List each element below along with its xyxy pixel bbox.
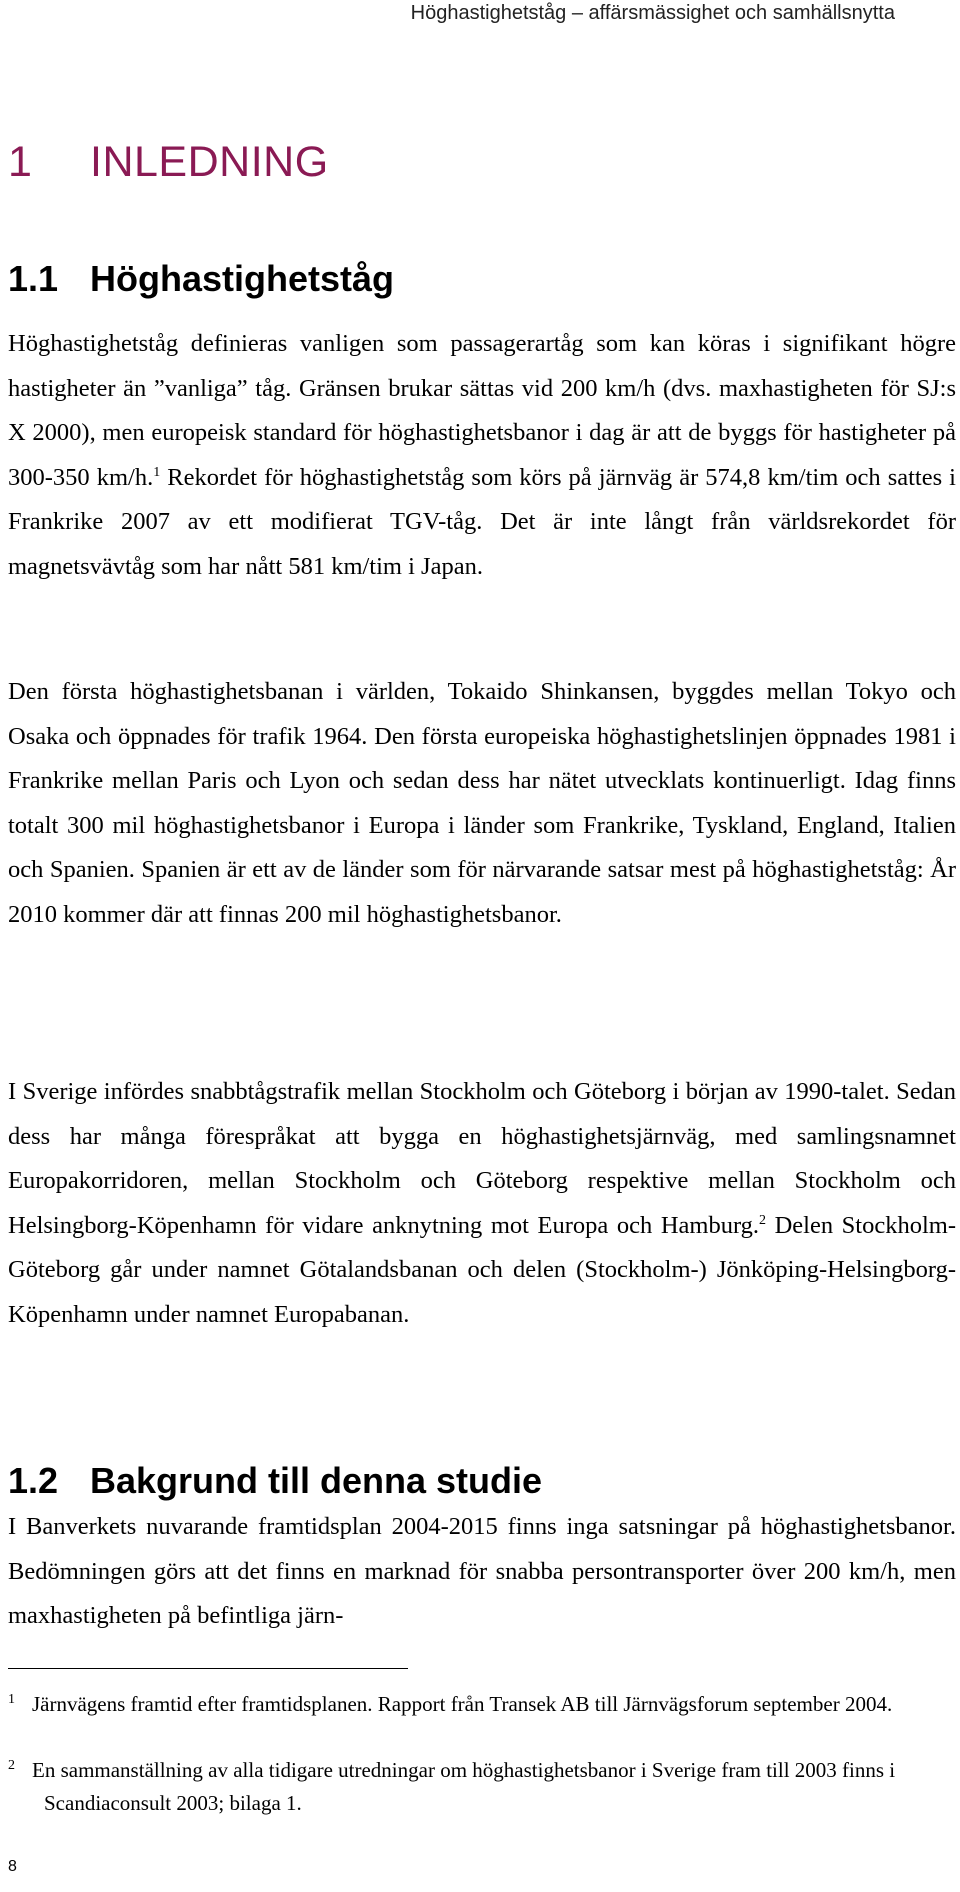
page-number: 8 (8, 1858, 17, 1875)
paragraph-definition (8, 322, 956, 589)
chapter-title: INLEDNING (90, 138, 329, 186)
footnote-ref-1: 1 (153, 464, 161, 480)
footnote-1: 1 Järnvägens framtid efter framtidsplanen. Rapport från Transek AB till Järnvägsforum september 2004. (8, 1692, 893, 1716)
paragraph-sweden (8, 1070, 956, 1337)
footnote-text: Järnvägens framtid efter framtidsplanen. Rapport från Transek AB till Järnvägsforum september 2004. (32, 1692, 893, 1716)
paragraph-text: Rekordet för höghastighetståg som körs på järnväg är 574,8 km/tim och sattes i Frankrike 2007 av ett modifierat TGV-tåg. Det är inte långt från världsrekordet för magnetsvävtåg som har nått 581 km/tim i Japan. (8, 463, 956, 580)
paragraph-text: Höghastighetståg definieras vanligen som passagerartåg som kan köras i signifikant högre hastigheter än ”vanliga” tåg. Gränsen brukar sättas vid 200 km/h (dvs. maxhastigheten för SJ:s X 2000), men europeisk standard för höghastighetsbanor i dag är att de byggs för hastigheter på 300-350 km/h. (8, 330, 956, 491)
section-title: Bakgrund till denna studie (90, 1460, 543, 1501)
chapter-number: 1 (8, 138, 33, 186)
paragraph-history: Den första höghastighetsbanan i världen, Tokaido Shinkansen, byggdes mellan Tokyo och Osaka och öppnades för trafik 1964. Den första europeiska höghastighetslinjen öppnades 1981 i Frankrike mellan Paris och Lyon och sedan dess har nätet utvecklats kontinuerligt. Idag finns totalt 300 mil höghastighetsbanor i Europa i länder som Frankrike, Tyskland, England, Italien och Spanien. Spanien är ett av de länder som för närvarande satsar mest på höghastighetståg: År 2010 kommer där att finnas 200 mil höghastighetsbanor. (8, 678, 956, 928)
section-number: 1.1 (8, 258, 59, 299)
footnote-text: En sammanställning av alla tidigare utredningar om höghastighetsbanor i Sverige fram till 2003 finns i Scandiaconsult 2003; bilaga 1. (32, 1758, 896, 1815)
paragraph-text: I Sverige infördes snabbtågstrafik mellan Stockholm och Göteborg i början av 1990-talet. Sedan dess har många förespråkat att bygga en höghastighetsjärnväg, med samlingsnamnet Europakorridoren, mellan Stockholm och Göteborg respektive mellan Stockholm och Helsingborg-Köpenhamn för vidare anknytning mot Europa och Hamburg. (8, 1078, 956, 1239)
section-heading-1-1 (8, 258, 394, 300)
footnote-2: 2 En sammanställning av alla tidigare utredningar om höghastighetsbanor i Sverige fram till 2003 finns i Scandiaconsult 2003; bilaga 1. (8, 1758, 896, 1815)
footnote-divider (8, 1668, 408, 1669)
paragraph-background: I Banverkets nuvarande framtidsplan 2004-2015 finns inga satsningar på höghastighetsbanor. Bedömningen görs att det finns en marknad för snabba persontransporter över 200 km/h, men maxhastigheten på befintliga järn- (8, 1513, 956, 1629)
chapter-heading (8, 138, 329, 187)
running-header: Höghastighetståg – affärsmässighet och samhällsnytta (410, 2, 895, 24)
section-number: 1.2 (8, 1460, 59, 1501)
section-title: Höghastighetståg (90, 258, 395, 299)
section-heading-1-2 (8, 1460, 542, 1502)
paragraph-text: Delen Stockholm-Göteborg går under namnet Götalandsbanan och delen (Stockholm-) Jönköping-Helsingborg-Köpenhamn under namnet Europabanan. (8, 1211, 957, 1328)
footnote-ref-2: 2 (759, 1212, 767, 1228)
